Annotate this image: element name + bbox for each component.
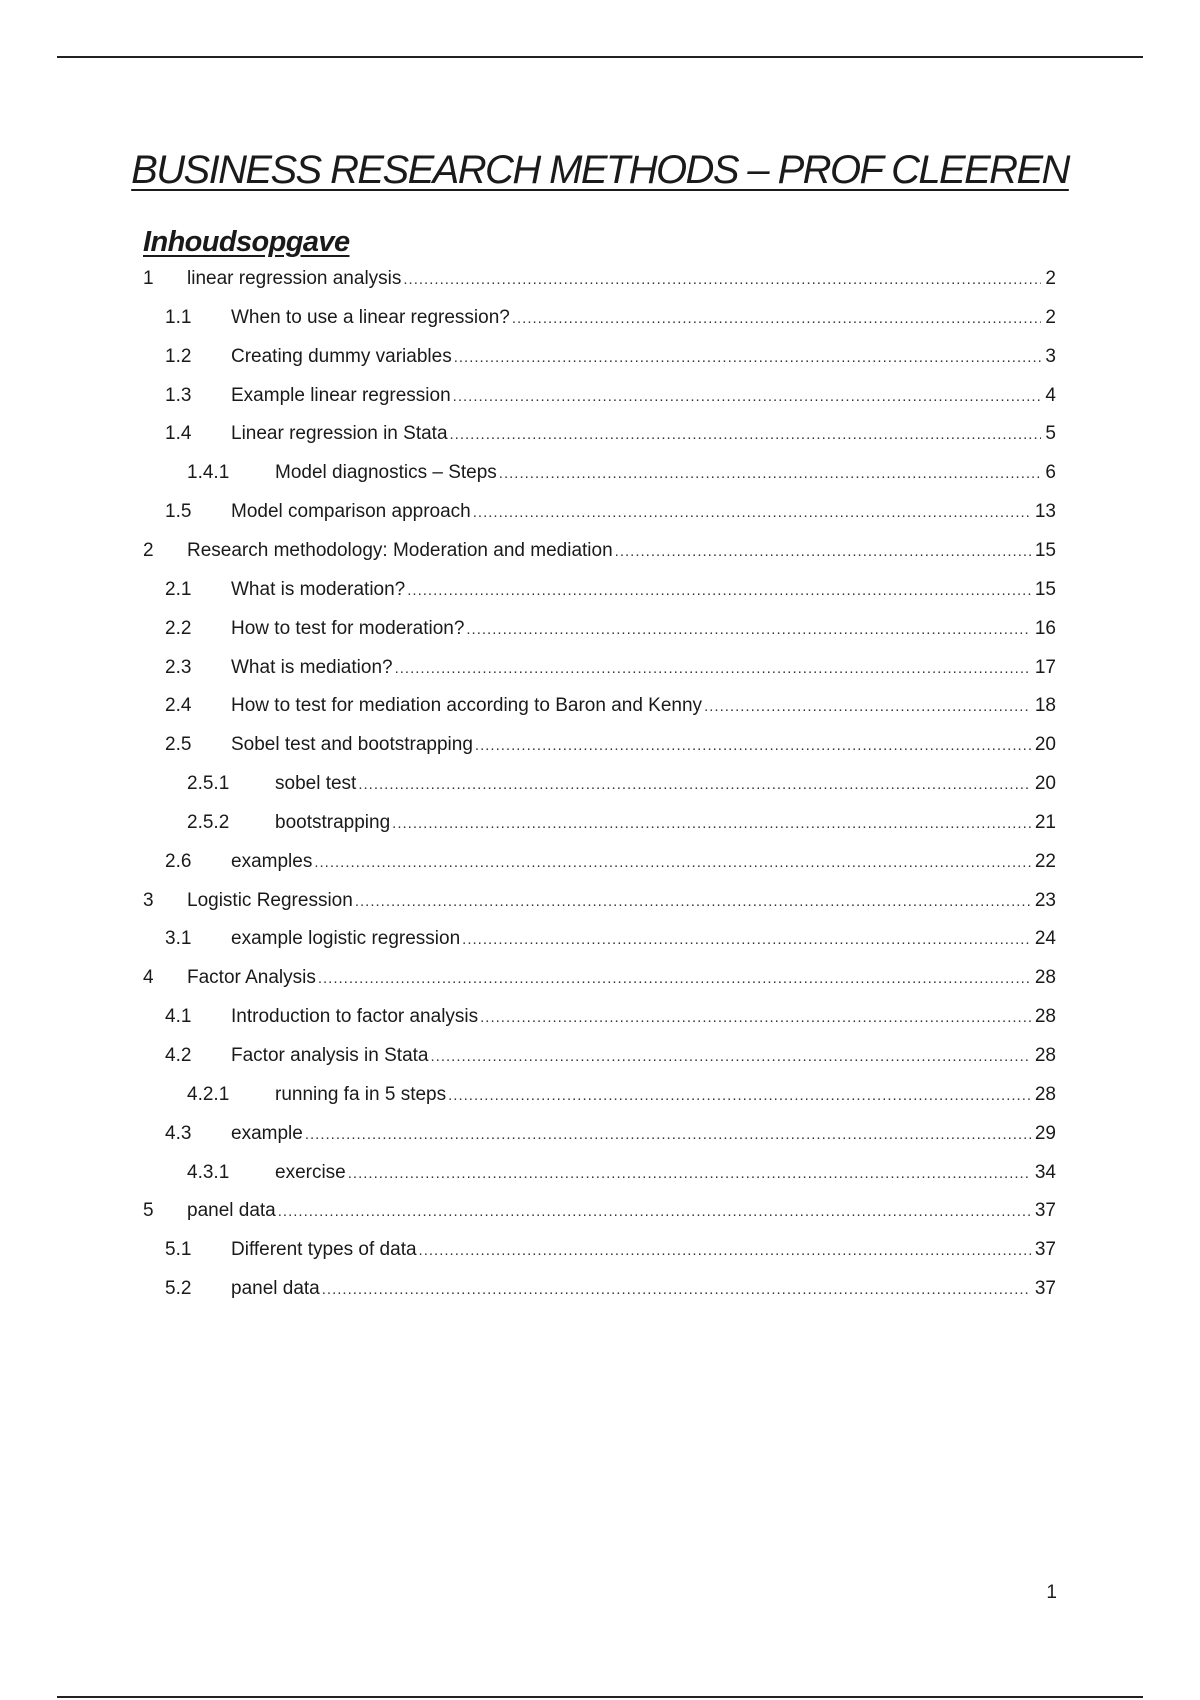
toc-entry-title: example <box>231 1119 305 1149</box>
toc-entry-number: 2.3 <box>165 656 192 678</box>
toc-entry-title: examples <box>231 847 314 877</box>
toc-dot-leader <box>462 925 1031 955</box>
toc-dot-leader <box>480 1003 1031 1033</box>
toc-entry-page: 28 <box>1031 1002 1056 1032</box>
toc-dot-leader <box>314 848 1031 878</box>
toc-dot-leader <box>466 615 1030 645</box>
toc-entry[interactable] <box>0 303 1200 333</box>
toc-entry-title: When to use a linear regression? <box>231 303 512 333</box>
toc-entry-title: What is mediation? <box>231 653 395 683</box>
toc-entry-title: Different types of data <box>231 1235 419 1265</box>
toc-entry[interactable] <box>0 1041 1200 1071</box>
toc-entry[interactable] <box>0 924 1200 954</box>
toc-entry-title: linear regression analysis <box>187 264 403 294</box>
toc-entry-page: 2 <box>1041 303 1056 333</box>
toc-entry-number: 2.6 <box>165 850 192 872</box>
toc-entry-page: 20 <box>1031 769 1056 799</box>
toc-entry[interactable] <box>0 497 1200 527</box>
toc-entry-title: running fa in 5 steps <box>275 1080 448 1110</box>
toc-entry-page: 28 <box>1031 1041 1056 1071</box>
toc-entry-title: Factor analysis in Stata <box>231 1041 430 1071</box>
toc-heading: Inhoudsopgave <box>143 226 350 258</box>
footer-rule <box>57 1696 1143 1698</box>
toc-entry-number: 1.4.1 <box>187 462 230 484</box>
toc-entry[interactable] <box>0 1080 1200 1110</box>
toc-dot-leader <box>448 1081 1031 1111</box>
toc-entry-page: 21 <box>1031 808 1056 838</box>
toc-entry-title: What is moderation? <box>231 575 407 605</box>
toc-entry-number: 1.1 <box>165 306 192 328</box>
toc-entry-number: 4.2 <box>165 1045 192 1066</box>
toc-entry-page: 13 <box>1031 497 1056 527</box>
toc-dot-leader <box>430 1042 1030 1072</box>
toc-dot-leader <box>305 1120 1031 1150</box>
toc-entry-page: 5 <box>1041 419 1056 449</box>
toc-entry[interactable] <box>0 691 1200 721</box>
toc-entry[interactable] <box>0 1158 1200 1188</box>
toc-entry-page: 17 <box>1031 653 1056 683</box>
toc-entry-title: Model diagnostics – Steps <box>275 458 499 488</box>
toc-dot-leader <box>450 420 1042 450</box>
toc-dot-leader <box>278 1197 1031 1227</box>
toc-entry-page: 23 <box>1031 886 1056 916</box>
toc-entry-number: 2.2 <box>165 617 192 639</box>
toc-dot-leader <box>322 1275 1031 1305</box>
toc-entry-title: Example linear regression <box>231 381 453 411</box>
toc-entry[interactable] <box>0 458 1200 488</box>
toc-entry-number: 4.3.1 <box>187 1161 230 1183</box>
toc-dot-leader <box>704 692 1031 722</box>
toc-dot-leader <box>355 887 1031 917</box>
toc-entry-page: 37 <box>1031 1274 1056 1304</box>
toc-entry[interactable] <box>0 536 1200 566</box>
toc-entry-number: 1.5 <box>165 501 192 523</box>
toc-entry-number: 3 <box>143 889 154 911</box>
toc-entry[interactable] <box>0 342 1200 372</box>
toc-entry-page: 15 <box>1031 575 1056 605</box>
toc-entry-number: 1.3 <box>165 384 192 406</box>
toc-entry-title: exercise <box>275 1158 348 1188</box>
toc-entry[interactable] <box>0 730 1200 760</box>
toc-entry[interactable] <box>0 381 1200 411</box>
toc-entry-page: 2 <box>1041 264 1056 294</box>
toc-dot-leader <box>454 343 1042 373</box>
toc-entry-number: 2.5.2 <box>187 811 230 833</box>
toc-entry[interactable] <box>0 769 1200 799</box>
toc-entry[interactable] <box>0 1002 1200 1032</box>
toc-entry-title: example logistic regression <box>231 924 462 954</box>
toc-entry-title: Creating dummy variables <box>231 342 454 372</box>
toc-entry-title: bootstrapping <box>275 808 392 838</box>
toc-dot-leader <box>392 809 1031 839</box>
toc-entry[interactable] <box>0 847 1200 877</box>
toc-entry-number: 1 <box>143 268 154 289</box>
toc-entry-page: 37 <box>1031 1235 1056 1265</box>
toc-entry-number: 4.1 <box>165 1006 192 1028</box>
toc-entry-page: 20 <box>1031 730 1056 760</box>
toc-entry-title: panel data <box>187 1196 278 1226</box>
toc-entry[interactable] <box>0 1274 1200 1304</box>
toc-entry-number: 5 <box>143 1200 154 1222</box>
header-rule <box>57 56 1143 58</box>
toc-entry-title: Introduction to factor analysis <box>231 1002 480 1032</box>
toc-entry[interactable] <box>0 264 1200 294</box>
toc-entry-number: 2 <box>143 539 154 561</box>
page-number: 1 <box>1046 1582 1057 1603</box>
toc-entry[interactable] <box>0 419 1200 449</box>
toc-entry-title: Factor Analysis <box>187 963 318 993</box>
toc-entry[interactable] <box>0 1235 1200 1265</box>
toc-entry-title: sobel test <box>275 769 358 799</box>
toc-entry[interactable] <box>0 808 1200 838</box>
toc-entry-number: 4.3 <box>165 1122 192 1144</box>
toc-entry-page: 22 <box>1031 847 1056 877</box>
document-title: BUSINESS RESEARCH METHODS – PROF CLEEREN <box>131 148 1069 192</box>
toc-entry-page: 29 <box>1031 1119 1056 1149</box>
toc-entry-page: 18 <box>1031 691 1056 721</box>
toc-entry-page: 37 <box>1031 1196 1056 1226</box>
toc-entry-page: 3 <box>1041 342 1056 372</box>
toc-dot-leader <box>395 654 1031 684</box>
toc-dot-leader <box>318 964 1031 994</box>
toc-entry-page: 15 <box>1031 536 1056 566</box>
toc-dot-leader <box>348 1159 1031 1189</box>
toc-entry-title: How to test for moderation? <box>231 614 466 644</box>
toc-entry-number: 1.2 <box>165 345 192 367</box>
toc-entry[interactable] <box>0 1119 1200 1149</box>
toc-entry[interactable] <box>0 575 1200 605</box>
toc-dot-leader <box>419 1236 1031 1266</box>
toc-entry-number: 2.5.1 <box>187 773 230 795</box>
toc-entry-page: 16 <box>1031 614 1056 644</box>
toc-entry[interactable] <box>0 653 1200 683</box>
toc-entry-number: 5.2 <box>165 1278 192 1300</box>
toc-dot-leader <box>475 731 1031 761</box>
toc-entry-page: 34 <box>1031 1158 1056 1188</box>
toc-entry-number: 4 <box>143 967 154 989</box>
toc-entry-page: 24 <box>1031 924 1056 954</box>
toc-entry[interactable] <box>0 614 1200 644</box>
toc-dot-leader <box>499 459 1042 489</box>
toc-entry-title: Model comparison approach <box>231 497 473 527</box>
toc-entry-number: 3.1 <box>165 928 192 950</box>
toc-entry-title: Research methodology: Moderation and mediation <box>187 536 615 566</box>
toc-dot-leader <box>473 498 1031 528</box>
toc-entry-title: Linear regression in Stata <box>231 419 450 449</box>
toc-entry-page: 4 <box>1041 381 1056 411</box>
toc-dot-leader <box>407 576 1031 606</box>
toc-entry-title: Sobel test and bootstrapping <box>231 730 475 760</box>
toc-entry-number: 2.5 <box>165 734 192 756</box>
toc-dot-leader <box>453 382 1042 412</box>
toc-entry-title: Logistic Regression <box>187 886 355 916</box>
toc-entry[interactable] <box>0 1196 1200 1226</box>
toc-entry-number: 2.4 <box>165 695 192 717</box>
toc-entry-page: 28 <box>1031 963 1056 993</box>
toc-entry[interactable] <box>0 886 1200 916</box>
toc-entry-number: 1.4 <box>165 423 192 445</box>
toc-dot-leader <box>403 265 1041 295</box>
toc-entry-page: 6 <box>1041 458 1056 488</box>
toc-entry-number: 2.1 <box>165 578 192 600</box>
toc-entry-page: 28 <box>1031 1080 1056 1110</box>
toc-entry-title: How to test for mediation according to Baron and Kenny <box>231 691 704 721</box>
toc-dot-leader <box>615 537 1031 567</box>
toc-entry-number: 5.1 <box>165 1239 192 1261</box>
toc-entry-number: 4.2.1 <box>187 1083 230 1105</box>
toc-dot-leader <box>512 304 1042 334</box>
toc-dot-leader <box>358 770 1031 800</box>
toc-entry-title: panel data <box>231 1274 322 1304</box>
toc-entry[interactable] <box>0 963 1200 993</box>
